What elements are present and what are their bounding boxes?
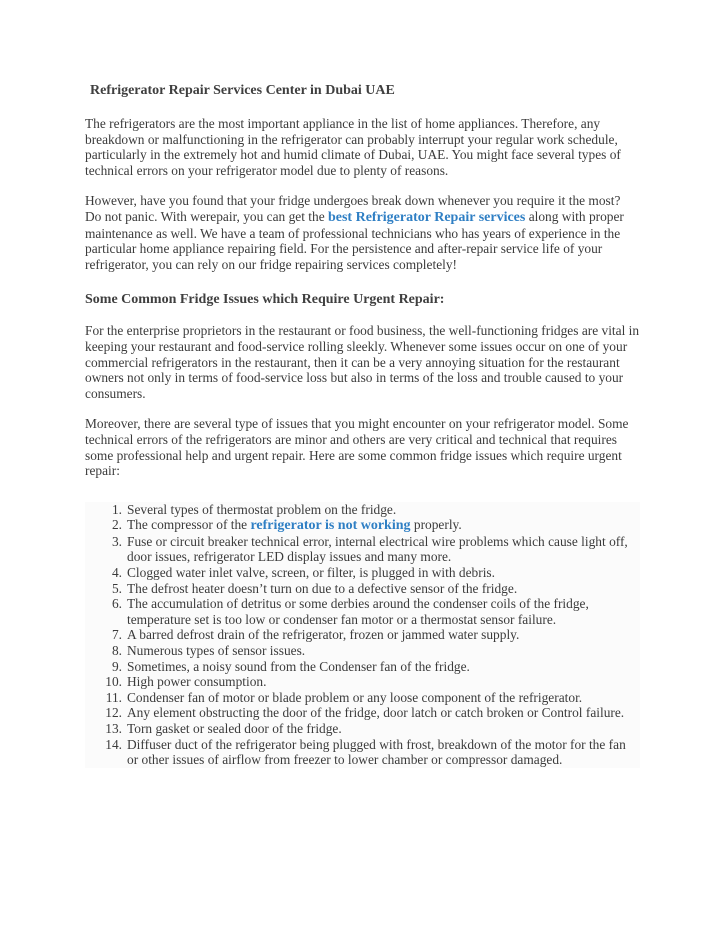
list-item	[85, 674, 640, 690]
list-item	[85, 690, 640, 706]
list-item	[85, 502, 640, 518]
list-item-text: Numerous types of sensor issues.	[127, 643, 306, 659]
list-item-text: Condenser fan of motor or blade problem or any loose component of the refrigerator.	[127, 689, 583, 705]
list-number: 2.	[111, 517, 122, 533]
list-item-text: Sometimes, a noisy sound from the Condenser fan of the fridge.	[127, 658, 470, 674]
list-item-text: High power consumption.	[127, 674, 267, 690]
business-paragraph: For the enterprise proprietors in the restaurant or food business, the well-functioning fridges are vital in keeping your restaurant and food-service rolling sleekly. Whenever some issues occur on one of your commercial refrigerators in the restaurant, then it can be a very annoying situation for the restaurant owners not only in terms of food-service loss but also in terms of the loss and trouble caused to your consumers.	[85, 323, 640, 401]
list-number: 3.	[111, 533, 122, 549]
list-number: 4.	[111, 565, 122, 581]
services-text-before: However, have you found that your fridge undergoes break down whenever you require it the most? Do not panic. With werepair, you can get the	[85, 193, 621, 224]
list-number: 6.	[111, 596, 122, 612]
issues-intro-paragraph: Moreover, there are several type of issues that you might encounter on your refrigerator model. Some technical errors of the refrigerators are minor and others are very critical and technical that requires some professional help and urgent repair. Here are some common fridge issues which require urgent repair:	[85, 416, 629, 479]
list-item-text: Any element obstructing the door of the fridge, door latch or catch broken or Control failure.	[127, 705, 625, 721]
issues-list	[85, 502, 640, 768]
list-number: 10.	[105, 674, 122, 690]
list-item-text-before: The compressor of the	[127, 517, 251, 533]
refrigerator-not-working-link[interactable]: refrigerator is not working	[250, 518, 411, 534]
list-item	[85, 643, 640, 659]
list-item	[85, 596, 640, 627]
best-refrigerator-repair-link[interactable]: best Refrigerator Repair services	[327, 209, 526, 225]
list-item	[85, 565, 640, 581]
list-number: 13.	[105, 721, 122, 736]
list-item-text-after: properly.	[410, 517, 462, 533]
list-number: 5.	[111, 580, 122, 596]
list-item-text: The defrost heater doesn’t turn on due to a defective sensor of the fridge.	[127, 580, 518, 596]
list-number: 9.	[111, 658, 122, 674]
list-item-text: A barred defrost drain of the refrigerator, frozen or jammed water supply.	[127, 627, 520, 643]
list-item	[85, 534, 640, 565]
intro-paragraph: The refrigerators are the most important appliance in the list of home appliances. Therefore, any breakdown or malfunctioning in the refrigerator can probably interrupt your regular work schedule, particularly in the extremely hot and humid climate of Dubai, UAE. You might face several types of technical errors on your refrigerator model due to plenty of reasons.	[85, 116, 621, 178]
services-text-after: along with proper maintenance as well. We have a team of professional technicians who has years of experience in the particular home appliance repairing field. For the persistence and after-repair service life of your refrigerator, you can rely on our fridge repairing services completely!	[85, 208, 624, 272]
list-item	[85, 721, 640, 737]
list-item	[85, 705, 640, 721]
list-item-text: Fuse or circuit breaker technical error, internal electrical wire problems which cause light off, door issues, refrigerator LED display issues and many more.	[127, 533, 628, 565]
list-item-text: Several types of thermostat problem on the fridge.	[127, 501, 397, 517]
page-title: Refrigerator Repair Services Center in Dubai UAE	[90, 83, 395, 98]
list-item-text: The accumulation of detritus or some derbies around the condenser coils of the fridge, temperature set is too low or condenser fan motor or a thermostat sensor failure.	[127, 596, 589, 627]
list-item	[85, 627, 640, 643]
list-number: 12.	[105, 705, 122, 721]
list-number: 7.	[111, 627, 122, 643]
list-item	[85, 737, 640, 768]
document-body	[85, 82, 640, 768]
services-paragraph	[85, 193, 640, 272]
list-item-text: Diffuser duct of the refrigerator being plugged with frost, breakdown of the motor for the fan or other issues of airflow from freezer to lower chamber or compressor damaged.	[127, 736, 626, 768]
section-heading: Some Common Fridge Issues which Require Urgent Repair:	[85, 292, 445, 308]
list-number: 1.	[111, 501, 122, 517]
list-item	[85, 581, 640, 597]
list-item	[85, 517, 640, 534]
list-item-text: Clogged water inlet valve, screen, or filter, is plugged in with debris.	[127, 565, 495, 581]
list-item	[85, 659, 640, 675]
list-number: 14.	[105, 736, 122, 752]
list-number: 8.	[111, 643, 122, 659]
list-item-text: Torn gasket or sealed door of the fridge.	[127, 721, 342, 736]
list-number: 11.	[105, 689, 122, 705]
